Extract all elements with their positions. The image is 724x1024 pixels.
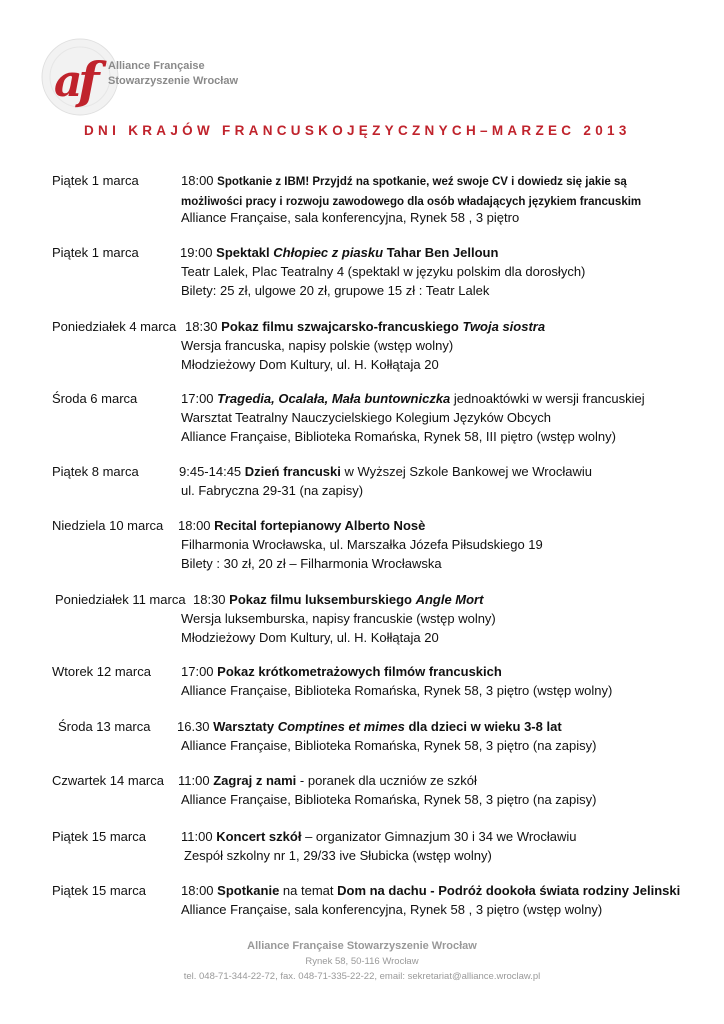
- event-day: Piątek 1 marca: [52, 245, 139, 260]
- event-title: Recital fortepianowy Alberto Nosè: [214, 518, 426, 533]
- event-day: Poniedziałek 4 marca: [52, 319, 177, 334]
- event-item: [52, 462, 716, 500]
- svg-text:a: a: [54, 56, 83, 107]
- event-title-desc: - poranek dla uczniów ze szkół: [296, 773, 477, 788]
- event-day: Środa 6 marca: [52, 391, 138, 406]
- event-title-desc: Dom na dachu - Podróż dookoła świata rodziny Jelinski: [337, 883, 681, 898]
- event-title-desc: – organizator Gimnazjum 30 i 34 we Wrocławiu: [301, 829, 577, 844]
- event-title-italic: Tragedia, Ocalała, Mała buntowniczka: [217, 391, 451, 406]
- event-item: [52, 317, 716, 374]
- event-day: Piątek 1 marca: [52, 173, 139, 188]
- event-item: [52, 243, 716, 300]
- page-title: DNI KRAJÓW FRANCUSKOJĘZYCZNYCH–MARZEC 2013: [84, 123, 631, 138]
- event-venue: Alliance Française, Biblioteka Romańska, Rynek 58, III piętro (wstęp wolny): [181, 429, 616, 444]
- footer-org-name: Alliance Française Stowarzyszenie Wrocław: [247, 940, 477, 952]
- footer-contact: tel. 048-71-344-22-72, fax. 048-71-335-22-22, email: sekretariat@alliance.wroclaw.pl: [183, 971, 541, 982]
- event-tickets: Bilety : 30 zł, 20 zł – Filharmonia Wrocławska: [181, 556, 442, 571]
- org-name-line2: Stowarzyszenie Wrocław: [108, 75, 239, 87]
- event-item: [52, 171, 716, 227]
- event-item: [52, 516, 716, 573]
- event-location: Alliance Française, sala konferencyjna, Rynek 58 , 3 piętro: [181, 210, 520, 225]
- event-item: [52, 771, 716, 809]
- event-title-desc: dla dzieci w wieku 3-8 lat: [404, 719, 562, 734]
- event-time: 17:00: [181, 664, 214, 679]
- event-time: 9:45-14:45: [179, 464, 242, 479]
- event-time: 11:00: [178, 773, 210, 788]
- event-item: [52, 662, 716, 700]
- event-time: 16.30: [177, 719, 210, 734]
- event-title: Pokaz filmu szwajcarsko-francuskiego: [221, 319, 463, 334]
- event-title-desc: jednoaktówki w wersji francuskiej: [450, 391, 645, 406]
- event-title: Pokaz filmu luksemburskiego: [229, 592, 416, 607]
- event-title-italic: Comptines et mimes: [277, 719, 405, 734]
- event-details: Wersja francuska, napisy polskie (wstęp wolny): [181, 338, 454, 353]
- event-time: 11:00: [181, 829, 213, 844]
- footer: [0, 938, 724, 984]
- event-details: Wersja luksemburska, napisy francuskie (wstęp wolny): [181, 611, 496, 626]
- event-item: [52, 389, 716, 446]
- event-time: 18:00: [181, 173, 214, 188]
- event-time: 18:30: [185, 319, 218, 334]
- event-title: Koncert szkół: [216, 829, 302, 844]
- event-title-mid: na temat: [279, 883, 338, 898]
- event-venue: ul. Fabryczna 29-31 (na zapisy): [181, 483, 364, 498]
- event-venue: Alliance Française, sala konferencyjna, Rynek 58 , 3 piętro (wstęp wolny): [181, 902, 603, 917]
- event-day: Piątek 15 marca: [52, 883, 146, 898]
- event-title: Spotkanie: [217, 883, 280, 898]
- event-day: Wtorek 12 marca: [52, 664, 151, 679]
- event-day: Środa 13 marca: [58, 719, 151, 734]
- event-tickets: Bilety: 25 zł, ulgowe 20 zł, grupowe 15 zł : Teatr Lalek: [181, 283, 490, 298]
- event-venue: Zespół szkolny nr 1, 29/33 ive Słubicka (wstęp wolny): [184, 848, 492, 863]
- event-time: 18:30: [193, 592, 226, 607]
- event-title: Spektakl: [216, 245, 274, 260]
- event-venue: Młodzieżowy Dom Kultury, ul. H. Kołłątaja 20: [181, 630, 439, 645]
- event-venue: Alliance Française, Biblioteka Romańska, Rynek 58, 3 piętro (wstęp wolny): [181, 683, 613, 698]
- event-title-cont: możliwości pracy i rozwoju zawodowego dla osób władających językiem francuskim: [181, 196, 642, 208]
- event-venue: Teatr Lalek, Plac Teatralny 4 (spektakl w języku polskim dla dorosłych): [181, 264, 586, 279]
- event-title: Zagraj z nami: [213, 773, 297, 788]
- event-venue: Alliance Française, Biblioteka Romańska, Rynek 58, 3 piętro (na zapisy): [181, 792, 597, 807]
- event-day: Niedziela 10 marca: [52, 518, 164, 533]
- event-day: Poniedziałek 11 marca: [55, 592, 186, 607]
- event-venue: Filharmonia Wrocławska, ul. Marszałka Józefa Piłsudskiego 19: [181, 537, 543, 552]
- event-time: 19:00: [180, 245, 213, 260]
- event-day: Piątek 8 marca: [52, 464, 139, 479]
- event-day: Czwartek 14 marca: [52, 773, 164, 788]
- event-day: Piątek 15 marca: [52, 829, 146, 844]
- event-title-italic: Angle Mort: [415, 592, 484, 607]
- event-title-italic: Twoja siostra: [462, 319, 546, 334]
- event-venue: Młodzieżowy Dom Kultury, ul. H. Kołłątaja 20: [181, 357, 439, 372]
- event-title-desc: w Wyższej Szkole Bankowej we Wrocławiu: [340, 464, 592, 479]
- svg-text:f: f: [78, 51, 100, 110]
- footer-address: Rynek 58, 50-116 Wrocław: [305, 956, 419, 967]
- event-venue: Alliance Française, Biblioteka Romańska, Rynek 58, 3 piętro (na zapisy): [181, 738, 597, 753]
- event-title: Warsztaty: [213, 719, 278, 734]
- event-time: 17:00: [181, 391, 214, 406]
- event-time: 18:00: [181, 883, 214, 898]
- event-item: [52, 590, 716, 647]
- event-time: 18:00: [178, 518, 211, 533]
- event-item: [52, 717, 716, 755]
- event-author: Tahar Ben Jelloun: [383, 245, 499, 260]
- event-title: Pokaz krótkometrażowych filmów francuskich: [217, 664, 502, 679]
- event-title-italic: Chłopiec z piasku: [273, 245, 384, 260]
- event-item: [52, 827, 716, 865]
- event-title: Dzień francuski: [244, 464, 341, 479]
- event-organizer: Warsztat Teatralny Nauczycielskiego Kolegium Języków Obcych: [181, 410, 551, 425]
- organization-name: [108, 59, 238, 89]
- event-item: [52, 881, 716, 919]
- event-title: Spotkanie z IBM! Przyjdź na spotkanie, weź swoje CV i dowiedz się jakie są: [217, 176, 627, 188]
- org-name-line1: Alliance Française: [108, 60, 205, 72]
